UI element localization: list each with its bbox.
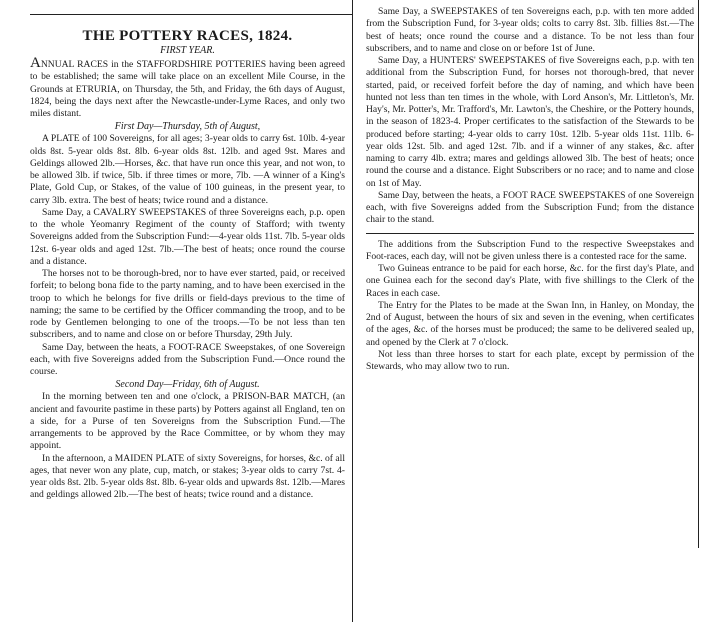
right-column	[362, 0, 699, 548]
day1-plate: A PLATE of 100 Sovereigns, for all ages; 3-year olds to carry 6st. 10lb. 4-year olds 8st. 5-year olds 8st. 8lb. 6-year olds 8st. 12lb. and aged 9st. Mares and Geldings allowed 2lb.—Horses, &c. that have run once this year, and not won, to be allowed 3lb. if twice, 5lb. if three times or more, 7lb. —A winner of a King's Plate, Gold Cup, or Stakes, of the value of 100 guineas, in the present year, to carry 3lb. extra. The best of heats; twice round and a distance.	[30, 133, 345, 206]
left-column	[30, 0, 353, 622]
day2-prison-bar: In the morning between ten and one o'clock, a PRISON-BAR MATCH, (an ancient and favourite pastime in these parts) by Potters against all England, ten on a side, for a Purse of ten Sovereigns from the Subscription Fund.—The arrangements to be approved by the Race Committee, or by whom they may appoint.	[30, 391, 345, 452]
day1-cavalry: Same Day, a CAVALRY SWEEPSTAKES of three Sovereigns each, p.p. open to the whole Yeomanry Regiment of the county of Stafford; with twenty Sovereigns added from the Subscription Fund:—4-year olds 11st. 7lb. 5-year olds 12st. 6-year olds and aged 12st. 7lb.—The best of heats; once round the course and a distance.	[30, 206, 345, 267]
note-horses: Not less than three horses to start for each plate, except by permission of the Stewards, who may allow two to run.	[366, 348, 694, 372]
right-footrace: Same Day, between the heats, a FOOT RACE SWEEPSTAKES of one Sovereign each, with five Sovereigns added from the Subscription Fund; from the distance chair to the stand.	[366, 189, 694, 226]
section-divider	[366, 233, 694, 234]
day2-heading: Second Day—Friday, 6th of August.	[115, 379, 260, 391]
article-subtitle: FIRST YEAR.	[160, 45, 215, 56]
right-sweepstakes: Same Day, a SWEEPSTAKES of ten Sovereigns each, p.p. with ten more added from the Subscription Fund, for 3-year olds; colts to carry 8st. 3lb. fillies 8st.—The best of heats; once round the course and a distance. To be not less than four subscribers, and to name and close on or before 1st of June.	[366, 6, 694, 54]
intro-text: NNUAL RACES in the STAFFORDSHIRE POTTERIES having been agreed to be established; the same will take place on an excellent Mile Course, in the Grounds at ETRURIA, on Thursday, the 5th, and Friday, the 6th days of August, 1824, being the days next after the Newcastle-under-Lyme Races, and only two miles distant.	[30, 59, 345, 119]
right-hunters: Same Day, a HUNTERS' SWEEPSTAKES of five Sovereigns each, p.p. with ten additional from the Subscription Fund, for horses not thorough-bred, that never started, paid, or received forfeit before the day of naming, and which have been hunted not less than ten times in the whole, with Lord Anson's, Mr. Littleton's, Mr. Hay's, Mr. Potter's, Mr. Trafford's, Mr. Lawton's, the Cheshire, or the Pottery hounds, in the season of 1823-4. Proper certificates to the satisfaction of the Stewards to be produced before starting; 4-year olds to carry 10st. 12lb. 5-year olds 11st. 11lb. 6-year olds 12st. 5lb. and aged 12st. 7lb. and if a winner of any stakes, &c. after naming to carry 4lb. extra; mares and geldings allowed 3lb. The best of heats; once round the course and a distance. Eight Subscribers or no race; and to name and close on 1st of May.	[366, 55, 694, 189]
article-title: THE POTTERY RACES, 1824.	[82, 28, 293, 44]
note-additions: The additions from the Subscription Fund to the respective Sweepstakes and Foot-races, each day, will not be given unless there is a contested race for the same.	[366, 238, 694, 262]
intro-paragraph	[30, 57, 345, 120]
day1-footrace: Same Day, between the heats, a FOOT-RACE Sweepstakes, of one Sovereign each, with five Sovereigns added from the Subscription Fund.—Once round the course.	[30, 341, 345, 377]
note-entrance: Two Guineas entrance to be paid for each horse, &c. for the first day's Plate, and one Guinea each for the second day's Plate, with five shillings to the Clerk of the Races in each case.	[366, 263, 694, 299]
day2-maiden-plate: In the afternoon, a MAIDEN PLATE of sixty Sovereigns, for horses, &c. of all ages, that never won any plate, cup, match, or stakes; 3-year olds to carry 7st. 4-year olds 8st. 2lb. 5-year olds 8st. 8lb. 6-year olds and upwards 8st. 12lb.—Mares and geldings allowed 2lb.—The best of heats; twice round and a distance.	[30, 452, 345, 501]
day1-heading: First Day—Thursday, 5th of August,	[114, 121, 261, 133]
note-entry: The Entry for the Plates to be made at the Swan Inn, in Hanley, on Monday, the 2nd of August, between the hours of six and seven in the evening, when certificates of the ages, &c. of the horses must be produced; the same to be delivered sealed up, and opened by the Clerk at 7 o'clock.	[366, 299, 694, 348]
intro-dropcap: A	[30, 55, 41, 71]
day1-cavalry-note: The horses not to be thorough-bred, nor to have ever started, paid, or received forfeit; to belong bona fide to the party naming, and to have been exercised in the troop to which he belongs for five drills or field-days previous to the time of naming; the same to be certified by the Officer commanding the troop, and to be rode by Gentlemen belonging to one of the troops.—To be not less than ten subscribers, and to name and close on or before Thursday, 29th July.	[30, 268, 345, 341]
